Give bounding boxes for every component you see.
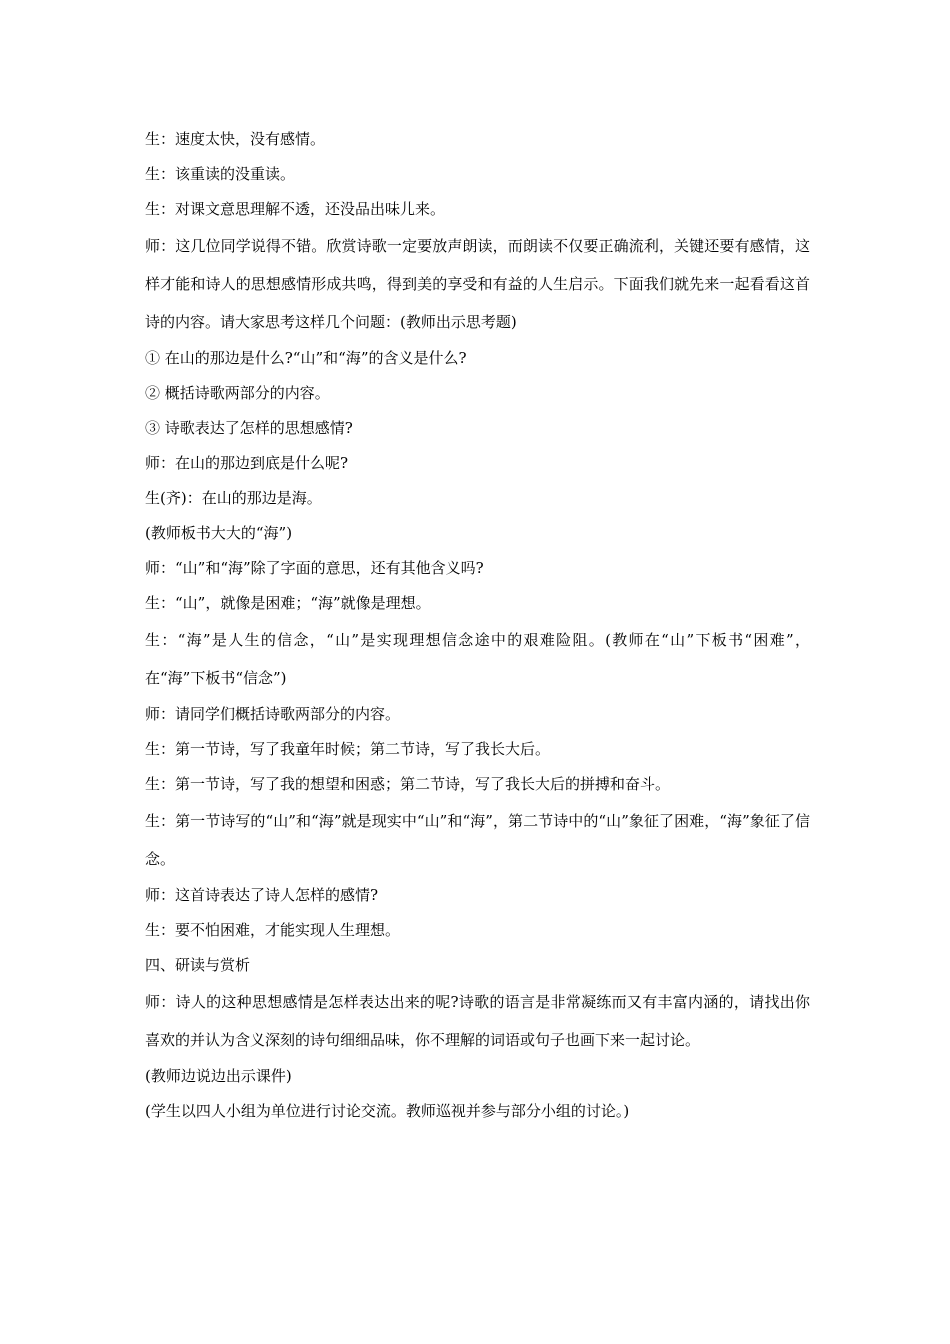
paragraph: 生：要不怕困难，才能实现人生理想。 [145, 921, 401, 939]
paragraph: 师：这首诗表达了诗人怎样的感情? [145, 886, 379, 904]
paragraph: 生：该重读的没重读。 [145, 165, 296, 183]
paragraph: 师：在山的那边到底是什么呢? [145, 454, 349, 472]
paragraph: 生：“海”是人生的信念，“山”是实现理想信念途中的艰难险阻。(教师在“山”下板书“困难”，在“海”下板书“信念”) [145, 631, 810, 687]
paragraph: 师：请同学们概括诗歌两部分的内容。 [145, 705, 401, 723]
section-heading: 四、研读与赏析 [145, 956, 251, 974]
paragraph: (教师板书大大的“海”) [145, 524, 293, 542]
question-item: ① 在山的那边是什么?“山”和“海”的含义是什么? [145, 349, 467, 367]
document-body [145, 122, 810, 1129]
paragraph: 生：对课文意思理解不透，还没品出味儿来。 [145, 200, 446, 218]
paragraph: 生：第一节诗写的“山”和“海”就是现实中“山”和“海”，第二节诗中的“山”象征了困难，“海”象征了信念。 [145, 812, 810, 868]
paragraph: 生：第一节诗，写了我的想望和困惑；第二节诗，写了我长大后的拼搏和奋斗。 [145, 775, 671, 793]
paragraph: 生：速度太快，没有感情。 [145, 130, 326, 148]
paragraph: 师：“山”和“海”除了字面的意思，还有其他含义吗? [145, 559, 484, 577]
paragraph: 生(齐)：在山的那边是海。 [145, 489, 322, 507]
paragraph: (学生以四人小组为单位进行讨论交流。教师巡视并参与部分小组的讨论。) [145, 1102, 630, 1120]
question-item: ② 概括诗歌两部分的内容。 [145, 384, 330, 402]
paragraph: 师：诗人的这种思想感情是怎样表达出来的呢?诗歌的语言是非常凝练而又有丰富内涵的，请找出你喜欢的并认为含义深刻的诗句细细品味，你不理解的词语或句子也画下来一起讨论。 [145, 993, 810, 1049]
paragraph: 师：这几位同学说得不错。欣赏诗歌一定要放声朗读，而朗读不仅要正确流利，关键还要有感情，这样才能和诗人的思想感情形成共鸣，得到美的享受和有益的人生启示。下面我们就先来一起看看这首诗的内容。请大家思考这样几个问题：(教师出示思考题) [145, 237, 810, 331]
paragraph: 生：“山”，就像是困难；“海”就像是理想。 [145, 594, 431, 612]
question-item: ③ 诗歌表达了怎样的思想感情? [145, 419, 353, 437]
paragraph: 生：第一节诗，写了我童年时候；第二节诗，写了我长大后。 [145, 740, 551, 758]
paragraph: (教师边说边出示课件) [145, 1067, 292, 1085]
